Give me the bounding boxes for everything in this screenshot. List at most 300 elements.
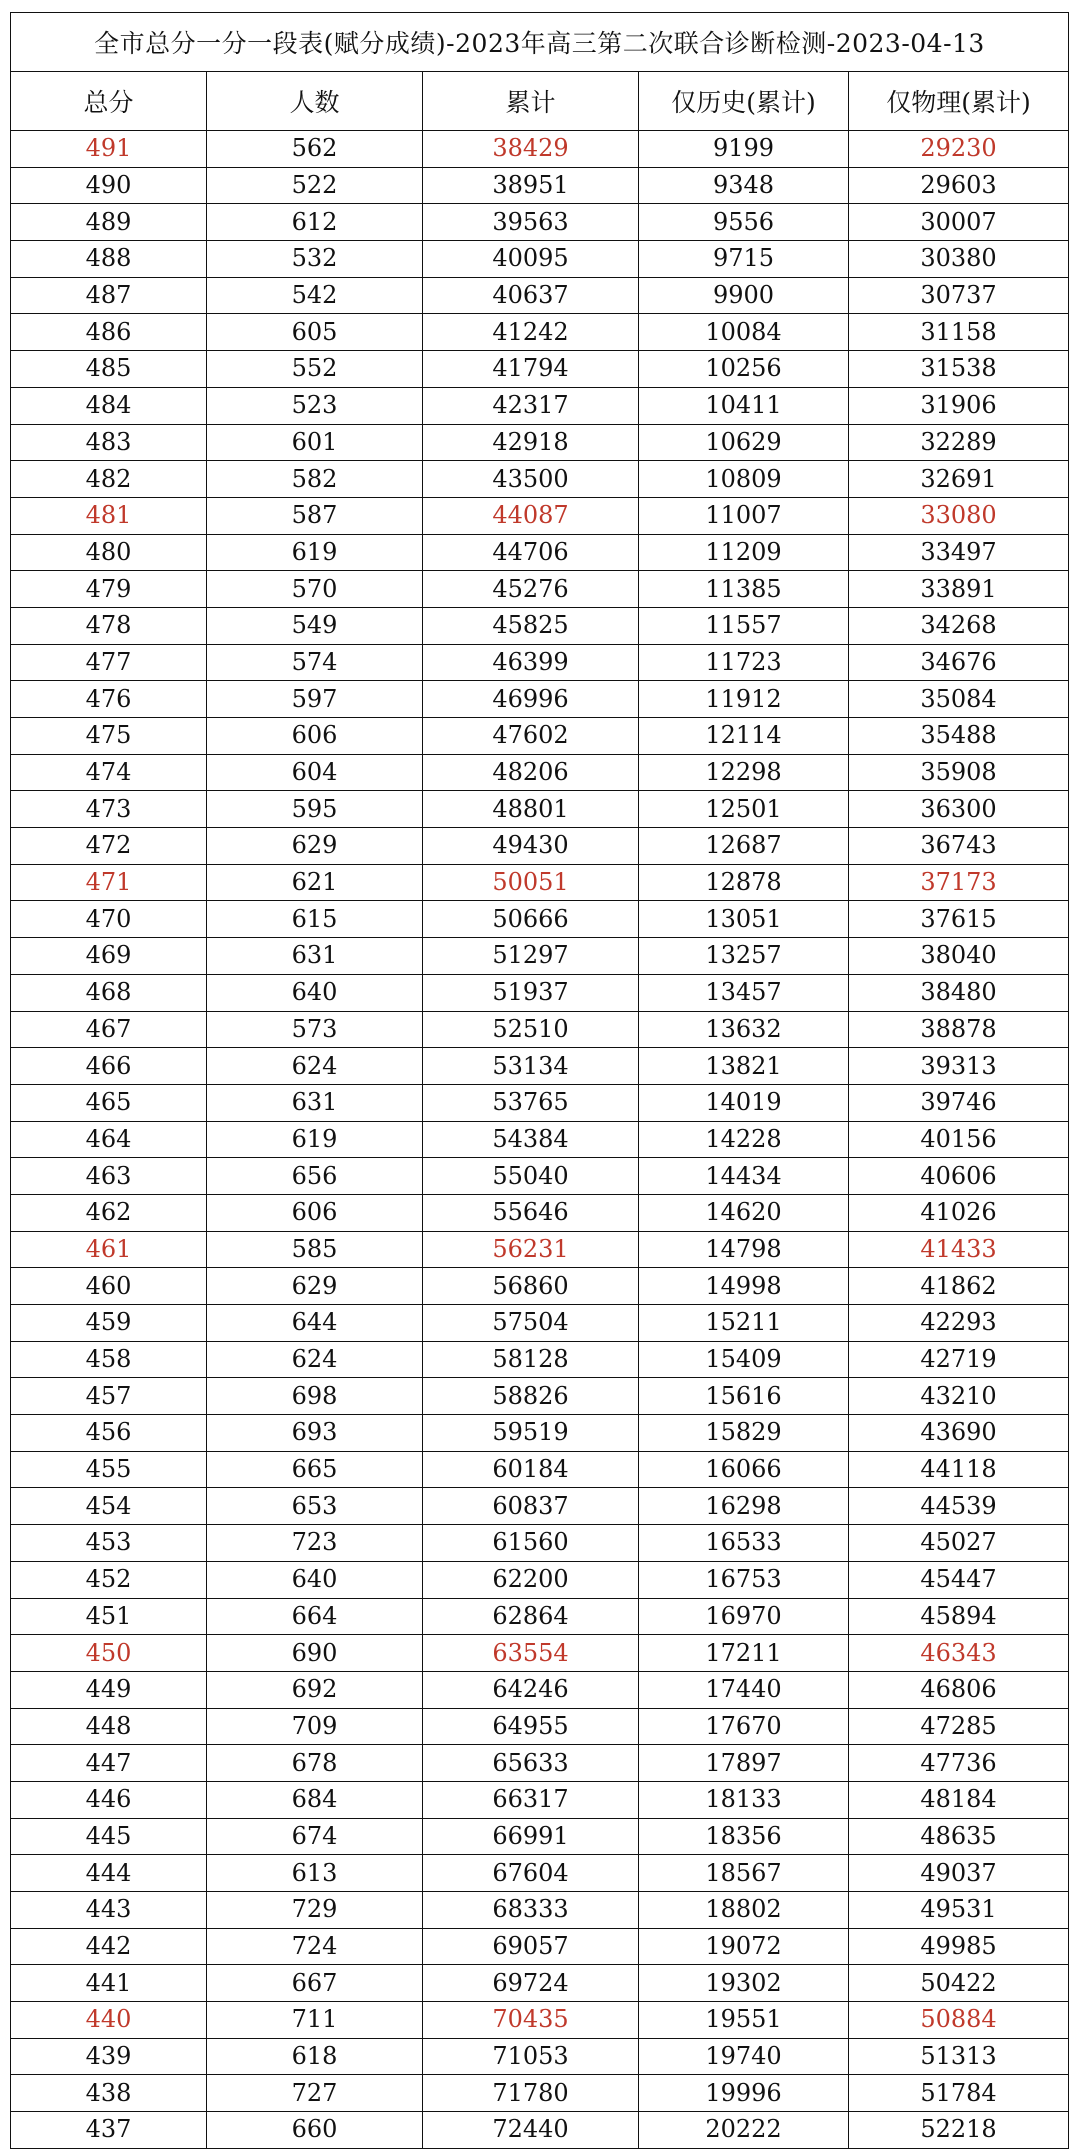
cumulative-cell: 43500 [423,461,639,498]
total-score-cell: 455 [11,1451,207,1488]
count-cell: 624 [207,1341,423,1378]
cumulative-cell: 48801 [423,791,639,828]
physics-cumulative-cell: 33080 [849,497,1069,534]
physics-cumulative-cell: 40156 [849,1121,1069,1158]
total-score-cell: 442 [11,1928,207,1965]
cumulative-cell: 71053 [423,2038,639,2075]
history-cumulative-cell: 19551 [639,2002,849,2039]
physics-cumulative-cell: 38480 [849,974,1069,1011]
history-cumulative-cell: 11007 [639,497,849,534]
count-cell: 606 [207,718,423,755]
history-cumulative-cell: 19996 [639,2075,849,2112]
physics-cumulative-cell: 46806 [849,1671,1069,1708]
total-score-cell: 445 [11,1818,207,1855]
total-score-cell: 447 [11,1745,207,1782]
table-row [11,1341,1069,1378]
cumulative-cell: 70435 [423,2002,639,2039]
table-row [11,1048,1069,1085]
physics-cumulative-cell: 35488 [849,718,1069,755]
physics-cumulative-cell: 50884 [849,2002,1069,2039]
total-score-cell: 477 [11,644,207,681]
history-cumulative-cell: 11723 [639,644,849,681]
physics-cumulative-cell: 35908 [849,754,1069,791]
total-score-cell: 472 [11,828,207,865]
history-cumulative-cell: 10809 [639,461,849,498]
table-row [11,1084,1069,1121]
physics-cumulative-cell: 51313 [849,2038,1069,2075]
physics-cumulative-cell: 35084 [849,681,1069,718]
physics-cumulative-cell: 43690 [849,1415,1069,1452]
physics-cumulative-cell: 44539 [849,1488,1069,1525]
cumulative-cell: 66991 [423,1818,639,1855]
history-cumulative-cell: 14019 [639,1084,849,1121]
history-cumulative-cell: 18133 [639,1781,849,1818]
physics-cumulative-cell: 46343 [849,1635,1069,1672]
count-cell: 582 [207,461,423,498]
physics-cumulative-cell: 31538 [849,351,1069,388]
physics-cumulative-cell: 42293 [849,1305,1069,1342]
table-row [11,1855,1069,1892]
physics-cumulative-cell: 47736 [849,1745,1069,1782]
count-cell: 619 [207,534,423,571]
count-cell: 629 [207,1268,423,1305]
cumulative-cell: 60184 [423,1451,639,1488]
history-cumulative-cell: 14620 [639,1194,849,1231]
cumulative-cell: 63554 [423,1635,639,1672]
table-row [11,791,1069,828]
count-cell: 629 [207,828,423,865]
table-row [11,1488,1069,1525]
cumulative-cell: 48206 [423,754,639,791]
count-cell: 552 [207,351,423,388]
table-row [11,1892,1069,1929]
table-row [11,387,1069,424]
count-cell: 542 [207,277,423,314]
table-row [11,1268,1069,1305]
table-row [11,1635,1069,1672]
cumulative-cell: 41794 [423,351,639,388]
count-cell: 724 [207,1928,423,1965]
count-cell: 562 [207,131,423,168]
table-row [11,1378,1069,1415]
table-row [11,424,1069,461]
cumulative-cell: 44706 [423,534,639,571]
total-score-cell: 459 [11,1305,207,1342]
history-cumulative-cell: 9900 [639,277,849,314]
title-row [11,13,1069,72]
physics-cumulative-cell: 30007 [849,204,1069,241]
header-row [11,72,1069,131]
column-header-cumulative: 累计 [423,72,639,131]
count-cell: 674 [207,1818,423,1855]
table-row [11,1011,1069,1048]
cumulative-cell: 40095 [423,241,639,278]
table-row [11,607,1069,644]
cumulative-cell: 69724 [423,1965,639,2002]
total-score-cell: 489 [11,204,207,241]
count-cell: 532 [207,241,423,278]
total-score-cell: 449 [11,1671,207,1708]
total-score-cell: 443 [11,1892,207,1929]
table-row [11,571,1069,608]
cumulative-cell: 42317 [423,387,639,424]
physics-cumulative-cell: 41026 [849,1194,1069,1231]
physics-cumulative-cell: 47285 [849,1708,1069,1745]
total-score-cell: 476 [11,681,207,718]
total-score-cell: 450 [11,1635,207,1672]
total-score-cell: 474 [11,754,207,791]
physics-cumulative-cell: 49531 [849,1892,1069,1929]
cumulative-cell: 58826 [423,1378,639,1415]
physics-cumulative-cell: 31158 [849,314,1069,351]
table-row [11,1818,1069,1855]
total-score-cell: 465 [11,1084,207,1121]
count-cell: 587 [207,497,423,534]
history-cumulative-cell: 14798 [639,1231,849,1268]
cumulative-cell: 44087 [423,497,639,534]
column-header-physics-cumulative: 仅物理(累计) [849,72,1069,131]
count-cell: 729 [207,1892,423,1929]
cumulative-cell: 57504 [423,1305,639,1342]
cumulative-cell: 46399 [423,644,639,681]
physics-cumulative-cell: 37615 [849,901,1069,938]
total-score-cell: 485 [11,351,207,388]
cumulative-cell: 53134 [423,1048,639,1085]
physics-cumulative-cell: 39313 [849,1048,1069,1085]
count-cell: 624 [207,1048,423,1085]
total-score-cell: 452 [11,1561,207,1598]
total-score-cell: 448 [11,1708,207,1745]
history-cumulative-cell: 9715 [639,241,849,278]
history-cumulative-cell: 15829 [639,1415,849,1452]
count-cell: 601 [207,424,423,461]
cumulative-cell: 59519 [423,1415,639,1452]
table-row [11,644,1069,681]
cumulative-cell: 55646 [423,1194,639,1231]
total-score-cell: 462 [11,1194,207,1231]
total-score-cell: 457 [11,1378,207,1415]
cumulative-cell: 64246 [423,1671,639,1708]
count-cell: 522 [207,167,423,204]
count-cell: 693 [207,1415,423,1452]
table-row [11,1158,1069,1195]
table-row [11,1598,1069,1635]
total-score-cell: 439 [11,2038,207,2075]
total-score-cell: 461 [11,1231,207,1268]
physics-cumulative-cell: 45894 [849,1598,1069,1635]
total-score-cell: 437 [11,2112,207,2149]
cumulative-cell: 60837 [423,1488,639,1525]
table-row [11,1525,1069,1562]
physics-cumulative-cell: 37173 [849,864,1069,901]
count-cell: 723 [207,1525,423,1562]
history-cumulative-cell: 17211 [639,1635,849,1672]
cumulative-cell: 62864 [423,1598,639,1635]
history-cumulative-cell: 16533 [639,1525,849,1562]
total-score-cell: 444 [11,1855,207,1892]
table-row [11,1708,1069,1745]
total-score-cell: 453 [11,1525,207,1562]
table-row [11,1781,1069,1818]
cumulative-cell: 68333 [423,1892,639,1929]
physics-cumulative-cell: 30737 [849,277,1069,314]
history-cumulative-cell: 18356 [639,1818,849,1855]
table-row [11,2002,1069,2039]
column-header-total-score: 总分 [11,72,207,131]
history-cumulative-cell: 12501 [639,791,849,828]
cumulative-cell: 39563 [423,204,639,241]
cumulative-cell: 49430 [423,828,639,865]
count-cell: 621 [207,864,423,901]
history-cumulative-cell: 14228 [639,1121,849,1158]
table-row [11,314,1069,351]
count-cell: 606 [207,1194,423,1231]
cumulative-cell: 58128 [423,1341,639,1378]
cumulative-cell: 69057 [423,1928,639,1965]
history-cumulative-cell: 14434 [639,1158,849,1195]
count-cell: 574 [207,644,423,681]
total-score-cell: 478 [11,607,207,644]
physics-cumulative-cell: 29603 [849,167,1069,204]
cumulative-cell: 54384 [423,1121,639,1158]
physics-cumulative-cell: 33891 [849,571,1069,608]
history-cumulative-cell: 16066 [639,1451,849,1488]
total-score-cell: 486 [11,314,207,351]
count-cell: 665 [207,1451,423,1488]
physics-cumulative-cell: 30380 [849,241,1069,278]
count-cell: 660 [207,2112,423,2149]
cumulative-cell: 51937 [423,974,639,1011]
total-score-cell: 451 [11,1598,207,1635]
count-cell: 573 [207,1011,423,1048]
table-row [11,167,1069,204]
physics-cumulative-cell: 34676 [849,644,1069,681]
history-cumulative-cell: 11557 [639,607,849,644]
history-cumulative-cell: 11912 [639,681,849,718]
table-row [11,277,1069,314]
physics-cumulative-cell: 49985 [849,1928,1069,1965]
count-cell: 667 [207,1965,423,2002]
history-cumulative-cell: 10629 [639,424,849,461]
table-row [11,938,1069,975]
table-row [11,497,1069,534]
history-cumulative-cell: 13051 [639,901,849,938]
count-cell: 595 [207,791,423,828]
physics-cumulative-cell: 48635 [849,1818,1069,1855]
table-row [11,534,1069,571]
count-cell: 631 [207,938,423,975]
count-cell: 711 [207,2002,423,2039]
table-row [11,461,1069,498]
cumulative-cell: 72440 [423,2112,639,2149]
total-score-cell: 466 [11,1048,207,1085]
table-row [11,1928,1069,1965]
physics-cumulative-cell: 32289 [849,424,1069,461]
table-row [11,974,1069,1011]
physics-cumulative-cell: 48184 [849,1781,1069,1818]
history-cumulative-cell: 18567 [639,1855,849,1892]
table-row [11,901,1069,938]
history-cumulative-cell: 20222 [639,2112,849,2149]
table-row [11,864,1069,901]
cumulative-cell: 66317 [423,1781,639,1818]
total-score-cell: 464 [11,1121,207,1158]
physics-cumulative-cell: 51784 [849,2075,1069,2112]
physics-cumulative-cell: 32691 [849,461,1069,498]
count-cell: 549 [207,607,423,644]
count-cell: 644 [207,1305,423,1342]
total-score-cell: 471 [11,864,207,901]
cumulative-cell: 62200 [423,1561,639,1598]
physics-cumulative-cell: 40606 [849,1158,1069,1195]
physics-cumulative-cell: 33497 [849,534,1069,571]
physics-cumulative-cell: 43210 [849,1378,1069,1415]
physics-cumulative-cell: 50422 [849,1965,1069,2002]
total-score-cell: 475 [11,718,207,755]
history-cumulative-cell: 13257 [639,938,849,975]
table-row [11,204,1069,241]
table-row [11,2038,1069,2075]
count-cell: 618 [207,2038,423,2075]
table-title: 全市总分一分一段表(赋分成绩)-2023年高三第二次联合诊断检测-2023-04-13 [11,13,1069,72]
cumulative-cell: 55040 [423,1158,639,1195]
history-cumulative-cell: 19302 [639,1965,849,2002]
history-cumulative-cell: 13821 [639,1048,849,1085]
history-cumulative-cell: 18802 [639,1892,849,1929]
table-row [11,718,1069,755]
cumulative-cell: 52510 [423,1011,639,1048]
cumulative-cell: 38429 [423,131,639,168]
table-row [11,828,1069,865]
physics-cumulative-cell: 38878 [849,1011,1069,1048]
history-cumulative-cell: 17670 [639,1708,849,1745]
history-cumulative-cell: 11209 [639,534,849,571]
table-row [11,241,1069,278]
cumulative-cell: 45276 [423,571,639,608]
cumulative-cell: 56231 [423,1231,639,1268]
history-cumulative-cell: 19072 [639,1928,849,1965]
history-cumulative-cell: 17897 [639,1745,849,1782]
count-cell: 640 [207,974,423,1011]
total-score-cell: 469 [11,938,207,975]
history-cumulative-cell: 15409 [639,1341,849,1378]
physics-cumulative-cell: 38040 [849,938,1069,975]
cumulative-cell: 56860 [423,1268,639,1305]
history-cumulative-cell: 17440 [639,1671,849,1708]
count-cell: 664 [207,1598,423,1635]
physics-cumulative-cell: 41433 [849,1231,1069,1268]
history-cumulative-cell: 9348 [639,167,849,204]
physics-cumulative-cell: 44118 [849,1451,1069,1488]
score-distribution-sheet [10,12,1068,2149]
cumulative-cell: 46996 [423,681,639,718]
count-cell: 615 [207,901,423,938]
physics-cumulative-cell: 36300 [849,791,1069,828]
history-cumulative-cell: 10256 [639,351,849,388]
table-row [11,754,1069,791]
physics-cumulative-cell: 45027 [849,1525,1069,1562]
physics-cumulative-cell: 29230 [849,131,1069,168]
cumulative-cell: 53765 [423,1084,639,1121]
table-row [11,351,1069,388]
total-score-cell: 483 [11,424,207,461]
count-cell: 690 [207,1635,423,1672]
total-score-cell: 481 [11,497,207,534]
physics-cumulative-cell: 45447 [849,1561,1069,1598]
physics-cumulative-cell: 39746 [849,1084,1069,1121]
total-score-cell: 458 [11,1341,207,1378]
cumulative-cell: 51297 [423,938,639,975]
history-cumulative-cell: 19740 [639,2038,849,2075]
total-score-cell: 480 [11,534,207,571]
total-score-cell: 490 [11,167,207,204]
total-score-cell: 460 [11,1268,207,1305]
physics-cumulative-cell: 42719 [849,1341,1069,1378]
table-row [11,1415,1069,1452]
count-cell: 613 [207,1855,423,1892]
table-body [11,131,1069,2149]
history-cumulative-cell: 16970 [639,1598,849,1635]
physics-cumulative-cell: 34268 [849,607,1069,644]
total-score-cell: 479 [11,571,207,608]
count-cell: 597 [207,681,423,718]
count-cell: 605 [207,314,423,351]
total-score-cell: 438 [11,2075,207,2112]
table-row [11,1671,1069,1708]
table-row [11,1745,1069,1782]
count-cell: 656 [207,1158,423,1195]
count-cell: 684 [207,1781,423,1818]
history-cumulative-cell: 15616 [639,1378,849,1415]
count-cell: 727 [207,2075,423,2112]
history-cumulative-cell: 12114 [639,718,849,755]
history-cumulative-cell: 13457 [639,974,849,1011]
cumulative-cell: 64955 [423,1708,639,1745]
total-score-cell: 467 [11,1011,207,1048]
count-cell: 523 [207,387,423,424]
physics-cumulative-cell: 49037 [849,1855,1069,1892]
count-cell: 653 [207,1488,423,1525]
history-cumulative-cell: 10084 [639,314,849,351]
table-row [11,1561,1069,1598]
total-score-cell: 454 [11,1488,207,1525]
table-row [11,2075,1069,2112]
history-cumulative-cell: 12878 [639,864,849,901]
total-score-cell: 484 [11,387,207,424]
history-cumulative-cell: 9556 [639,204,849,241]
history-cumulative-cell: 15211 [639,1305,849,1342]
count-cell: 640 [207,1561,423,1598]
count-cell: 612 [207,204,423,241]
count-cell: 585 [207,1231,423,1268]
history-cumulative-cell: 10411 [639,387,849,424]
cumulative-cell: 45825 [423,607,639,644]
cumulative-cell: 42918 [423,424,639,461]
count-cell: 698 [207,1378,423,1415]
column-header-count: 人数 [207,72,423,131]
history-cumulative-cell: 16753 [639,1561,849,1598]
table-row [11,1965,1069,2002]
cumulative-cell: 50666 [423,901,639,938]
cumulative-cell: 61560 [423,1525,639,1562]
total-score-cell: 456 [11,1415,207,1452]
score-table [10,12,1069,2149]
physics-cumulative-cell: 31906 [849,387,1069,424]
total-score-cell: 491 [11,131,207,168]
total-score-cell: 468 [11,974,207,1011]
total-score-cell: 441 [11,1965,207,2002]
table-row [11,681,1069,718]
